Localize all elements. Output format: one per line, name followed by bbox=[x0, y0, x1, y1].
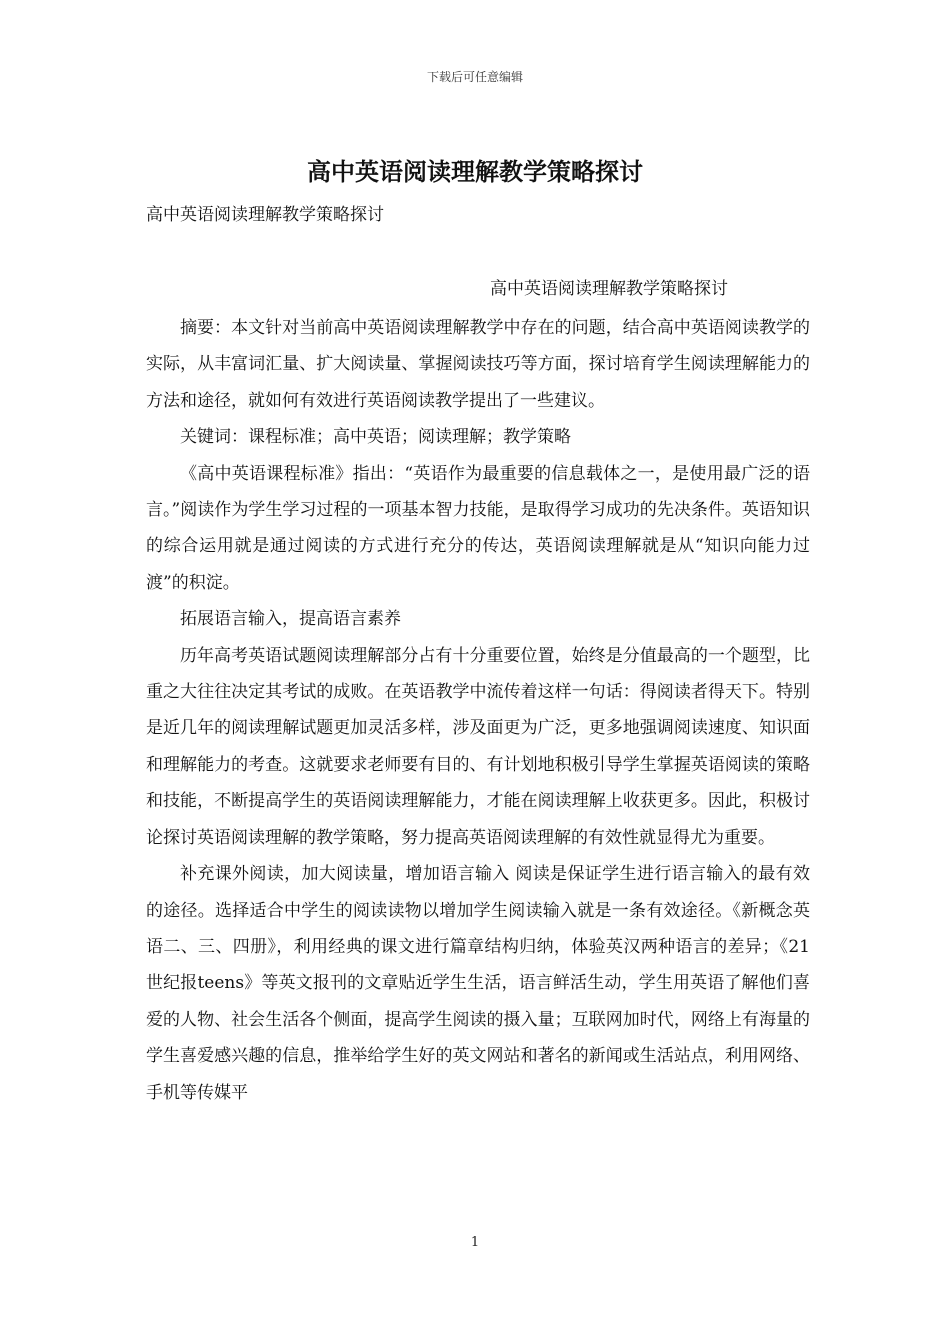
document-subtitle-right: 高中英语阅读理解教学策略探讨 bbox=[490, 279, 728, 299]
keywords-paragraph: 关键词：课程标准；高中英语；阅读理解；教学策略 bbox=[180, 427, 571, 448]
document-body bbox=[146, 310, 810, 1111]
document-title: 高中英语阅读理解教学策略探讨 bbox=[307, 157, 643, 186]
body-paragraph: 补充课外阅读，加大阅读量，增加语言输入 阅读是保证学生进行语言输入的最有效的途径。选择适合中学生的阅读读物以增加学生阅读输入就是一条有效途径。《新概念英语二、三、四册》，利用经典的课文进行篇章结构归纳，体验英汉两种语言的差异；《21世纪报teens》等英文报刊的文章贴近学生生活，语言鲜活生动，学生用英语了解他们喜爱的人物、社会生活各个侧面，提高学生阅读的摄入量；互联网加时代，网络上有海量的学生喜爱感兴趣的信息，推举给学生好的英文网站和著名的新闻或生活站点，利用网络、手机等传媒平 bbox=[146, 864, 810, 1103]
page-number: 1 bbox=[470, 1235, 480, 1250]
abstract-paragraph: 摘要：本文针对当前高中英语阅读理解教学中存在的问题，结合高中英语阅读教学的实际，从丰富词汇量、扩大阅读量、掌握阅读技巧等方面，探讨培育学生阅读理解能力的方法和途径，就如何有效进行英语阅读教学提出了一些建议。 bbox=[146, 318, 810, 411]
body-paragraph: 历年高考英语试题阅读理解部分占有十分重要位置，始终是分值最高的一个题型，比重之大往往决定其考试的成败。在英语教学中流传着这样一句话：得阅读者得天下。特别是近几年的阅读理解试题更加灵活多样，涉及面更为广泛，更多地强调阅读速度、知识面和理解能力的考查。这就要求老师要有目的、有计划地积极引导学生掌握英语阅读的策略和技能，不断提高学生的英语阅读理解能力，才能在阅读理解上收获更多。因此，积极讨论探讨英语阅读理解的教学策略，努力提高英语阅读理解的有效性就显得尤为重要。 bbox=[146, 645, 810, 848]
body-paragraph: 《高中英语课程标准》指出：“英语作为最重要的信息载体之一，是使用最广泛的语言。”阅读作为学生学习过程的一项基本智力技能，是取得学习成功的先决条件。英语知识的综合运用就是通过阅读的方式进行充分的传达，英语阅读理解就是从“知识向能力过渡”的积淀。 bbox=[146, 463, 810, 593]
page-header-note: 下载后可任意编辑 bbox=[426, 70, 523, 84]
document-subtitle: 高中英语阅读理解教学策略探讨 bbox=[146, 205, 384, 225]
section-heading: 拓展语言输入，提高语言素养 bbox=[180, 609, 401, 630]
